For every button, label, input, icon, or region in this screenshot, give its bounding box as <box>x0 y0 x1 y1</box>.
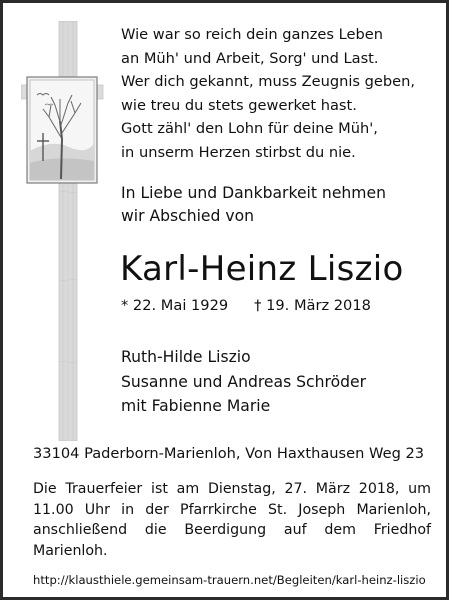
condolence-url[interactable]: http://klausthiele.gemeinsam-trauern.net/Begleiten/karl-heinz-liszio <box>33 573 426 587</box>
life-dates <box>121 295 371 317</box>
poem-line: Wer dich gekannt, muss Zeugnis geben, <box>121 73 416 90</box>
poem <box>121 23 415 164</box>
mourner-line: Susanne und Andreas Schröder <box>121 372 367 391</box>
family-address: 33104 Paderborn-Marienloh, Von Haxthausen Weg 23 <box>33 445 425 462</box>
farewell-intro <box>121 182 386 228</box>
poem-line: Wie war so reich dein ganzes Leben <box>121 26 383 43</box>
ceremony-details: Die Trauerfeier ist am Dienstag, 27. März 2018, um 11.00 Uhr in der Pfarrkirche St. Joseph Marienloh, anschließend die Beerdigung auf dem Friedhof Marienloh. <box>33 481 431 559</box>
mourner-line: mit Fabienne Marie <box>121 397 271 415</box>
poem-line: wie treu du stets gewerket hast. <box>121 96 357 114</box>
birth-date: * 22. Mai 1929 <box>121 297 229 314</box>
death-date: † 19. März 2018 <box>254 297 371 314</box>
mourners <box>121 345 366 419</box>
poem-line: Gott zähl' den Lohn für deine Müh', <box>121 120 378 137</box>
cross-tree-artwork-icon <box>21 21 117 441</box>
intro-line: In Liebe und Dankbarkeit nehmen <box>121 184 386 202</box>
intro-line: wir Abschied von <box>121 207 255 225</box>
deceased-name: Karl-Heinz Liszio <box>120 249 404 289</box>
mourner-line: Ruth-Hilde Liszio <box>121 348 251 366</box>
poem-line: an Müh' und Arbeit, Sorg' und Last. <box>121 49 379 67</box>
poem-line: in unserm Herzen stirbst du nie. <box>121 143 356 161</box>
